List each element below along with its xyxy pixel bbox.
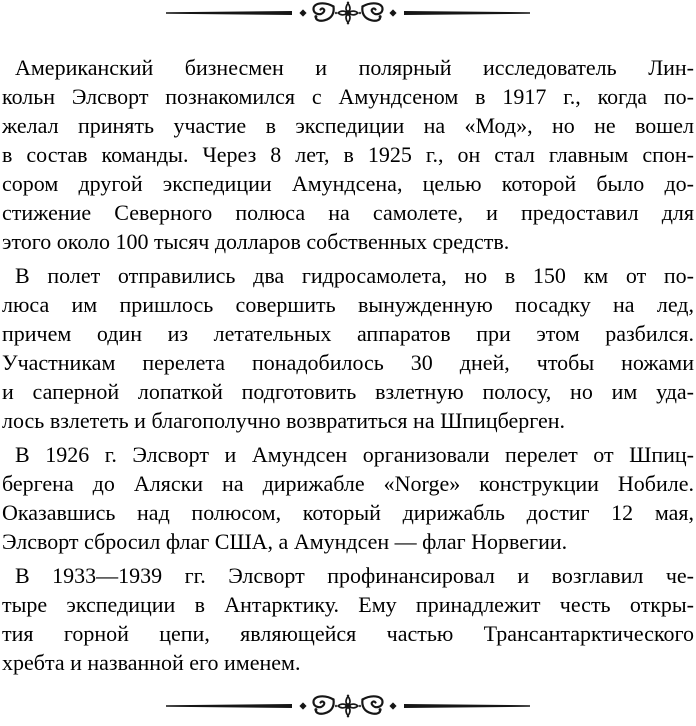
- floral-divider-icon: [166, 0, 530, 26]
- text-line: этого около 100 тысяч долларов собственных средств.: [2, 229, 510, 254]
- bottom-divider: [166, 693, 530, 719]
- floral-divider-icon: [166, 693, 530, 719]
- text-line: Оказавшись над полюсом, который дирижабль достиг 12 мая,: [2, 500, 694, 525]
- text-line: кольн Элсворт познакомился с Амундсеном в 1917 г., когда по-: [2, 84, 694, 109]
- text-line: тия горной цепи, являющейся частью Трансантарктического: [2, 621, 694, 646]
- text-line: В 1926 г. Элсворт и Амундсен организовали перелет от Шпиц-: [15, 442, 694, 467]
- text-line: стижение Северного полюса на самолете, и предоставил для: [2, 200, 694, 225]
- paragraph: [2, 53, 694, 256]
- text-line: лось взлететь и благополучно возвратиться на Шпицберген.: [2, 408, 566, 433]
- text-line: сором другой экспедиции Амундсена, целью которой было до-: [2, 171, 694, 196]
- text-line: бергена до Аляски на дирижабле «Norge» конструкции Нобиле.: [2, 471, 694, 496]
- page-text: [0, 53, 696, 677]
- text-line: В 1933—1939 гг. Элсворт профинансировал и возглавил че-: [15, 563, 694, 588]
- paragraph: [2, 261, 694, 435]
- text-line: хребта и названной его именем.: [2, 650, 301, 675]
- text-line: и саперной лопаткой подготовить взлетную полосу, но им уда-: [2, 379, 694, 404]
- text-line: причем один из летательных аппаратов при этом разбился.: [2, 321, 694, 346]
- text-line: в состав команды. Через 8 лет, в 1925 г., он стал главным спон-: [2, 142, 694, 167]
- text-line: Участникам перелета понадобилось 30 дней, чтобы ножами: [2, 350, 694, 375]
- text-line: желал принять участие в экспедиции на «Мод», но не вошел: [2, 113, 694, 138]
- text-line: Американский бизнесмен и полярный исследователь Лин-: [15, 55, 694, 80]
- top-divider: [166, 0, 530, 26]
- text-line: В полет отправились два гидросамолета, но в 150 км от по-: [15, 263, 694, 288]
- text-line: Элсворт сбросил флаг США, а Амундсен — флаг Норвегии.: [2, 529, 568, 554]
- paragraph: [2, 561, 694, 677]
- text-line: люса им пришлось совершить вынужденную посадку на лед,: [2, 292, 694, 317]
- text-line: тыре экспедиции в Антарктику. Ему принадлежит честь откры-: [2, 592, 694, 617]
- paragraph: [2, 440, 694, 556]
